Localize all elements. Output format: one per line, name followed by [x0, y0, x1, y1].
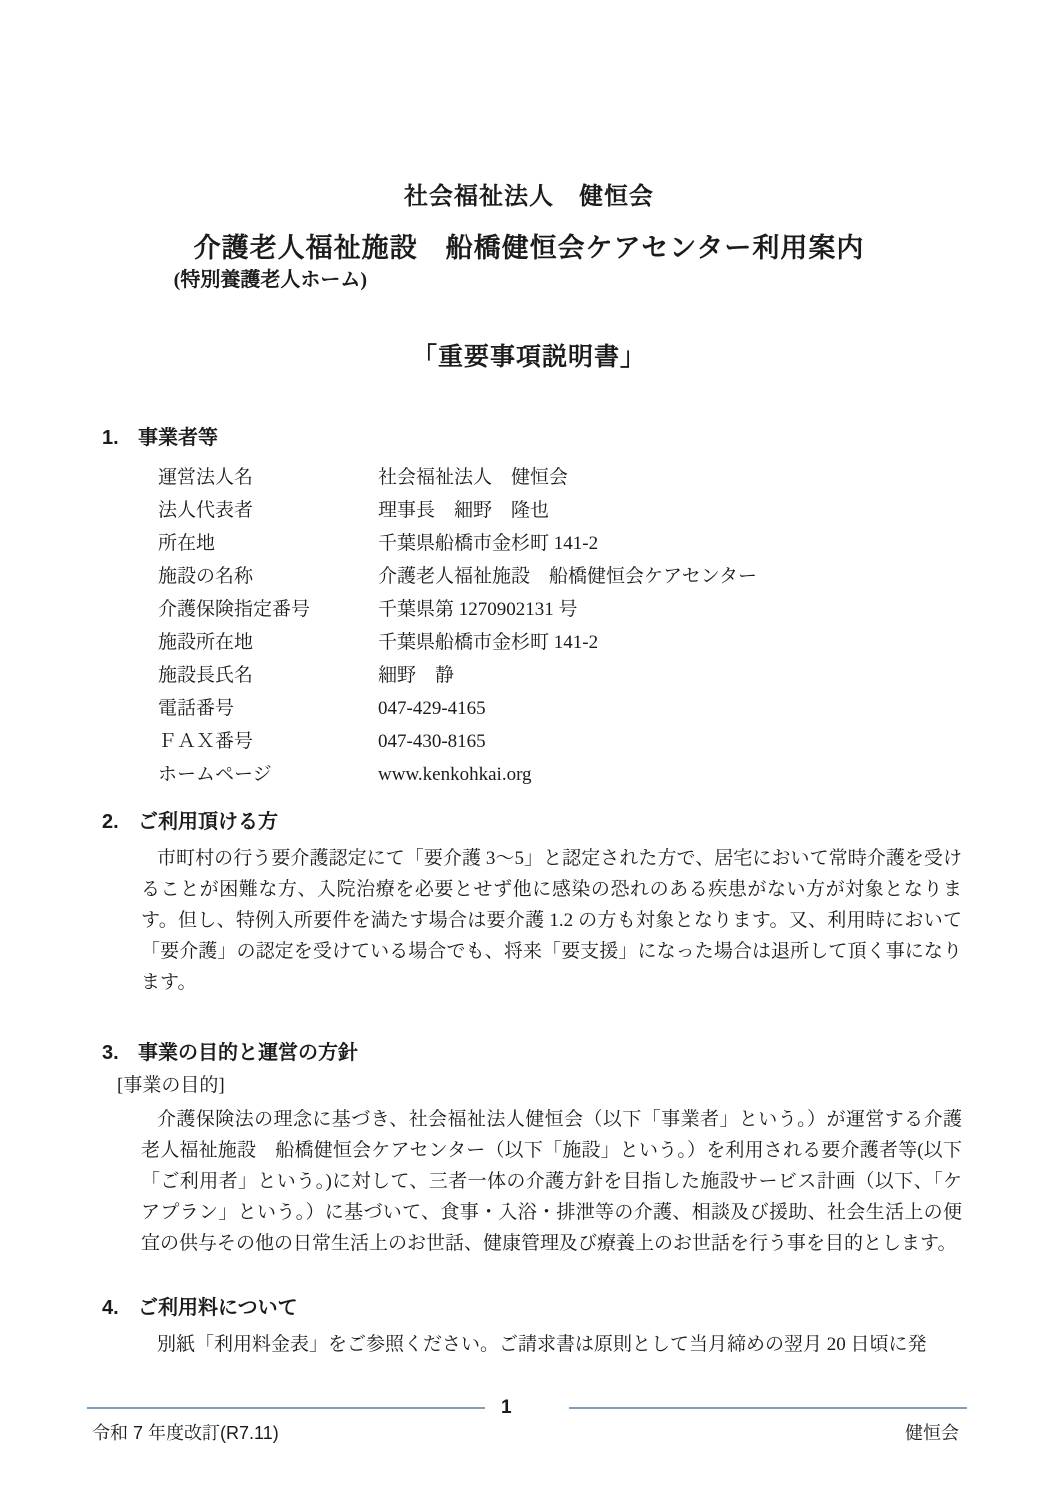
field-value: 細野 静: [378, 665, 455, 686]
field-row-facility-director: [158, 659, 1058, 692]
section-usage-fees: [0, 1296, 1058, 1360]
section-subheading: [事業の目的]: [117, 1075, 225, 1096]
field-row-address: [158, 527, 1058, 560]
homepage-url: www.kenkohkai.org: [378, 764, 532, 785]
footer-revision-label: 令和 7 年度改訂(R7.11): [92, 1423, 279, 1443]
section-eligible-users: [0, 810, 1058, 998]
section-heading-label: 事業の目的と運営の方針: [138, 1042, 358, 1064]
field-value: 介護老人福祉施設 船橋健恒会ケアセンター: [378, 566, 758, 587]
footer-text-row: [92, 1422, 959, 1444]
organization-title: 社会福祉法人 健恒会: [404, 184, 654, 210]
field-value: 社会福祉法人 健恒会: [378, 467, 569, 488]
section-heading-label: ご利用頂ける方: [138, 811, 278, 833]
footer-rule-left: [87, 1407, 485, 1409]
field-label: 施設の名称: [158, 566, 254, 587]
footer-rule-right: [569, 1407, 967, 1409]
field-label: 介護保険指定番号: [158, 599, 311, 620]
section-heading: [0, 1041, 1058, 1066]
section-body-paragraph: 市町村の行う要介護認定にて「要介護 3～5」と認定された方で、居宅において常時介護を受けることが困難な方、入院治療を必要とせず他に感染の恐れのある疾患がない方が対象となります。但し、特例入所要件を満たす場合は要介護 1.2 の方も対象となります。又、利用時において「要介護」の認定を受けている場合でも、将来「要支援」になった場合は退所して頂く事になります。: [141, 848, 962, 993]
field-row-phone: [158, 692, 1058, 725]
field-label: ＦＡＸ番号: [158, 731, 254, 752]
field-label: 施設所在地: [158, 632, 254, 653]
facility-title: 介護老人福祉施設 船橋健恒会ケアセンター利用案内: [193, 233, 865, 263]
field-row-homepage: [158, 758, 1058, 791]
field-row-fax: [158, 725, 1058, 758]
field-value: 千葉県船橋市金杉町 141-2: [378, 533, 599, 554]
field-label: 所在地: [158, 533, 216, 554]
field-value: 047-429-4165: [378, 698, 486, 719]
section-number: 3.: [102, 1042, 119, 1064]
field-row-insurance-number: [158, 593, 1058, 626]
field-label: 施設長氏名: [158, 665, 254, 686]
facility-title-block: [173, 233, 865, 292]
section-number: 4.: [102, 1297, 119, 1319]
section-body-paragraph: 介護保険法の理念に基づき、社会福祉法人健恒会（以下「事業者」という。）が運営する介護老人福祉施設 船橋健恒会ケアセンター（以下「施設」という。）を利用される要介護者等(以下「ご利用者」という。)に対して、三者一体の介護方針を目指した施設サービス計画（以下、「ケアプラン」という。）に基づいて、食事・入浴・排泄等の介護、相談及び援助、社会生活上の便宜の供与その他の日常生活上のお世話、健康管理及び療養上のお世話を行う事を目的とします。: [141, 1109, 962, 1254]
section-heading-label: 事業者等: [138, 427, 218, 449]
field-value: 千葉県第 1270902131 号: [378, 599, 578, 620]
facility-subtitle: (特別養護老人ホーム): [173, 269, 367, 291]
section-heading-label: ご利用料について: [138, 1297, 298, 1319]
field-label: ホームページ: [158, 764, 272, 785]
section-heading: [0, 1296, 1058, 1321]
page-footer: [0, 1397, 1058, 1444]
field-label: 運営法人名: [158, 467, 254, 488]
field-value: 047-430-8165: [378, 731, 486, 752]
section-number: 1.: [102, 427, 119, 449]
section-heading: [0, 426, 1058, 451]
footer-rule-row: [0, 1397, 1058, 1419]
section-body-paragraph: 別紙「利用料金表」をご参照ください。ご請求書は原則として当月締めの翌月 20 日頃に発: [157, 1334, 927, 1355]
field-row-representative: [158, 494, 1058, 527]
field-label: 電話番号: [158, 698, 235, 719]
field-row-facility-name: [158, 560, 1058, 593]
page-number: 1: [501, 1397, 512, 1418]
operator-fields: [0, 461, 1058, 791]
section-business-operator: [0, 426, 1058, 791]
field-value: 千葉県船橋市金杉町 141-2: [378, 632, 599, 653]
field-row-facility-address: [158, 626, 1058, 659]
field-label: 法人代表者: [158, 500, 254, 521]
field-value: 理事長 細野 隆也: [378, 500, 550, 521]
section-business-purpose: [0, 1041, 1058, 1259]
section-heading: [0, 810, 1058, 835]
footer-organization-label: 健恒会: [905, 1423, 959, 1443]
document-title: 「重要事項説明書」: [411, 344, 646, 371]
section-number: 2.: [102, 811, 119, 833]
field-row-operating-corporation: [158, 461, 1058, 494]
